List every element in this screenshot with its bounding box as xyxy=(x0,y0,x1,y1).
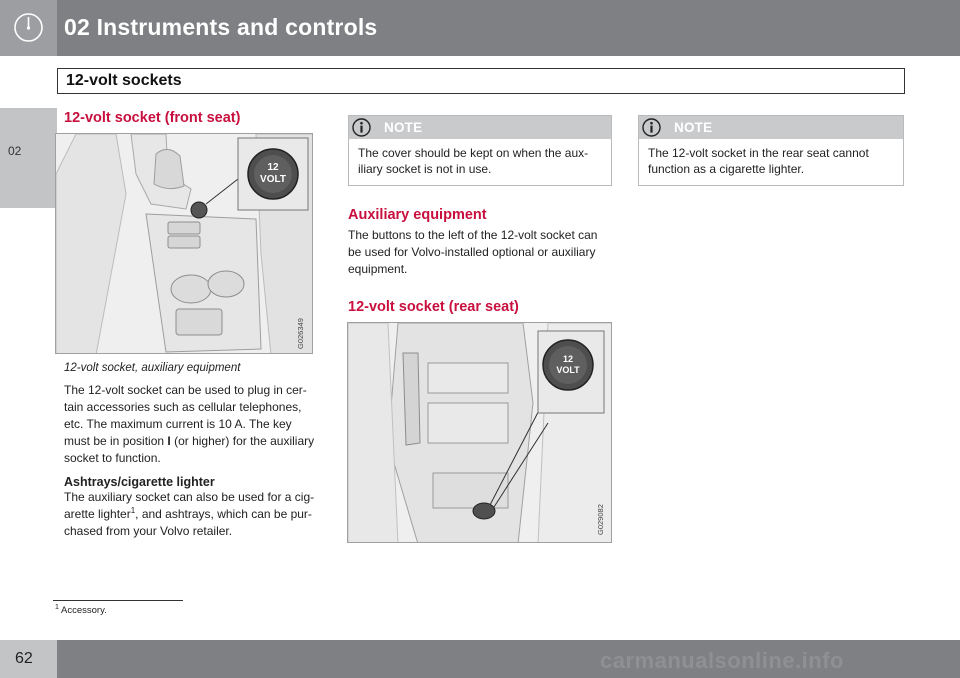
right-column xyxy=(638,115,904,186)
ashtray-heading: Ashtrays/cigarette lighter xyxy=(64,475,215,489)
info-icon xyxy=(642,118,661,137)
rear-console-illustration xyxy=(348,323,612,543)
ashtray-line-2a: arette lighter xyxy=(64,507,131,521)
footnote-divider xyxy=(53,600,183,601)
ashtray-line-3: chased from your Volvo retailer. xyxy=(64,524,233,538)
front-console-illustration xyxy=(56,134,313,354)
note-box-cover xyxy=(348,115,612,186)
front-socket-heading: 12-volt socket (front seat) xyxy=(64,110,241,126)
info-icon xyxy=(352,118,371,137)
front-socket-paragraph xyxy=(64,382,322,467)
gauge-icon xyxy=(13,12,44,43)
footnote xyxy=(55,605,107,616)
page-number-tab xyxy=(0,640,57,678)
ashtray-line-2b: , and ashtrays, which can be pur- xyxy=(135,507,312,521)
aux-equipment-paragraph xyxy=(348,227,612,278)
front-figure-caption: 12-volt socket, auxiliary equipment xyxy=(64,362,241,374)
front-badge-line2: VOLT xyxy=(260,174,286,185)
note-line-1: The cover should be kept on when the aux- xyxy=(358,146,589,160)
front-socket-figure xyxy=(55,133,313,354)
chapter-header xyxy=(0,0,960,56)
note-line-2: iliary socket is not in use. xyxy=(358,162,492,176)
note-box-rear xyxy=(638,115,904,186)
note-title: NOTE xyxy=(384,120,423,135)
note-header xyxy=(639,116,903,139)
section-title: 12-volt sockets xyxy=(66,72,182,89)
front-figure-code: G026349 xyxy=(296,318,305,349)
aux-line-1: The buttons to the left of the 12-volt socket can xyxy=(348,228,598,242)
note-header xyxy=(349,116,611,139)
ashtray-paragraph xyxy=(64,489,322,540)
para-line-3: etc. The maximum current is 10 A. The key xyxy=(64,417,292,431)
note-text xyxy=(349,139,611,185)
aux-equipment-heading: Auxiliary equipment xyxy=(348,207,487,223)
note-title: NOTE xyxy=(674,120,713,135)
footnote-reference: 1 xyxy=(130,506,136,515)
aux-line-2: be used for Volvo-installed optional or auxiliary xyxy=(348,245,596,259)
chapter-tab xyxy=(0,108,57,208)
rear-badge-line2: VOLT xyxy=(556,365,580,375)
rear-socket-heading: 12-volt socket (rear seat) xyxy=(348,299,519,315)
ashtray-line-1: The auxiliary socket can also be used for a cig- xyxy=(64,490,315,504)
para-line-2: tain accessories such as cellular telephones, xyxy=(64,400,302,414)
middle-column xyxy=(348,115,612,543)
para-line-4-tail: (or higher) for the auxiliary xyxy=(170,434,315,448)
footnote-marker: 1 xyxy=(55,603,59,611)
rear-socket-figure xyxy=(347,322,612,543)
site-watermark: carmanualsonline.info xyxy=(600,648,844,673)
chapter-title: 02 Instruments and controls xyxy=(64,14,378,40)
footnote-text: Accessory. xyxy=(61,605,107,616)
rear-figure-code: G029082 xyxy=(596,504,605,535)
para-line-1: The 12-volt socket can be used to plug in cer- xyxy=(64,383,307,397)
note-text xyxy=(639,139,903,185)
para-line-5: socket to function. xyxy=(64,451,161,465)
rear-badge-line1: 12 xyxy=(562,354,574,364)
note-line-1: The 12-volt socket in the rear seat cannot xyxy=(648,146,869,160)
page-footer xyxy=(0,640,960,678)
chapter-tab-label: 02 xyxy=(8,144,22,158)
key-position: I xyxy=(167,434,171,448)
para-line-4: must be in position xyxy=(64,434,168,448)
left-column xyxy=(64,110,322,540)
section-title-box xyxy=(57,68,905,94)
note-line-2: function as a cigarette lighter. xyxy=(648,162,805,176)
chapter-icon-badge xyxy=(0,0,57,56)
page-number: 62 xyxy=(15,650,33,667)
front-badge-line1: 12 xyxy=(267,162,279,173)
aux-line-3: equipment. xyxy=(348,262,408,276)
